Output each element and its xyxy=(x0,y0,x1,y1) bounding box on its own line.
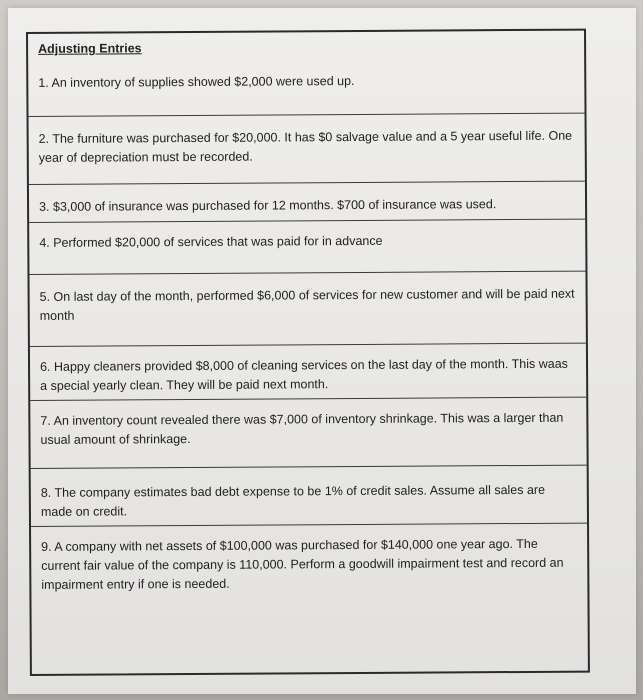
row-divider xyxy=(29,181,585,185)
row-divider xyxy=(30,343,586,347)
row-divider xyxy=(29,219,585,223)
entry-1: 1. An inventory of supplies showed $2,000 were used up. xyxy=(38,73,355,90)
entry-7: 7. An inventory count revealed there was $7,000 of inventory shrinkage. This was a larger than usual amount of shrinkage. xyxy=(40,410,564,447)
entry-4: 4. Performed $20,000 of services that was paid for in advance xyxy=(39,233,383,250)
adjusting-entries-table xyxy=(26,29,590,676)
table-title: Adjusting Entries xyxy=(38,41,142,56)
row-divider xyxy=(31,523,587,527)
entry-6: 6. Happy cleaners provided $8,000 of cleaning services on the last day of the month. This waas a special yearly clean. They will be paid next month. xyxy=(40,356,568,393)
row-divider xyxy=(30,397,586,401)
entry-5: 5. On last day of the month, performed $6,000 of services for new customer and will be paid next month xyxy=(39,286,575,323)
entry-9: 9. A company with net assets of $100,000 was purchased for $140,000 one year ago. The current fair value of the company is 110,000. Perform a goodwill impairment test and record an impairment entry if one is needed. xyxy=(41,536,564,592)
entry-3: 3. $3,000 of insurance was purchased for 12 months. $700 of insurance was used. xyxy=(39,197,497,214)
paper-sheet xyxy=(8,8,636,694)
entry-2: 2. The furniture was purchased for $20,000. It has $0 salvage value and a 5 year useful life. One year of depreciation must be recorded. xyxy=(38,128,573,165)
row-divider xyxy=(31,465,587,469)
entry-8: 8. The company estimates bad debt expense to be 1% of credit sales. Assume all sales are made on credit. xyxy=(40,482,546,519)
row-divider xyxy=(29,271,585,275)
row-divider xyxy=(29,113,585,117)
